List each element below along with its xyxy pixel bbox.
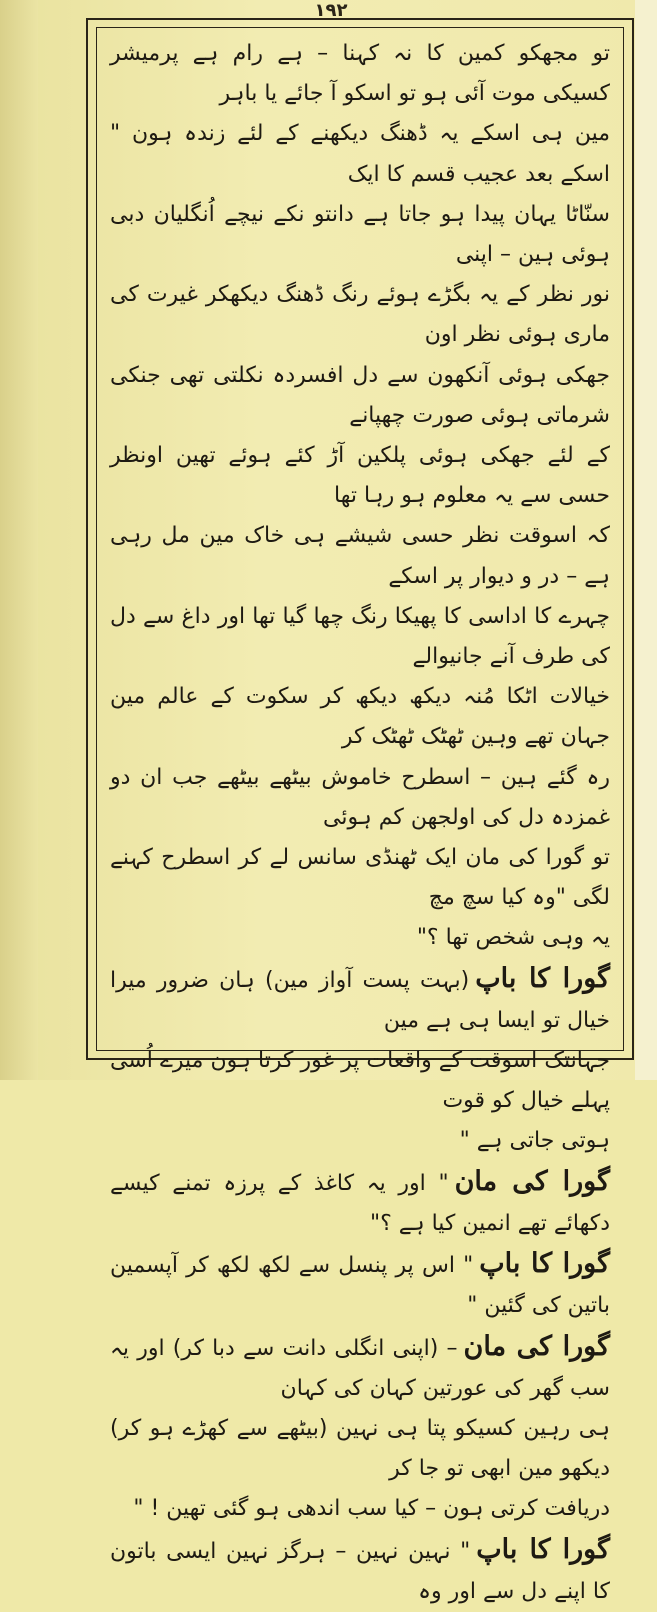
text-line: کے لئے جھکی ہوئی پلکین آڑ کئے ہوئے تھین اونظر حسی سے یہ معلوم ہو رہا تھا [110,443,610,509]
speaker-name: گورا کا باپ [475,962,610,994]
speaker-name: گورا کی مان [454,1165,610,1197]
dialogue-text: " نہین نہین – ہرگز نہین ایسی باتون کا اپنے دل سے اور وہ [110,1538,610,1604]
text-line: رہ گئے ہین – اسطرح خاموش بیٹھے بیٹھے جب ان دو غمزدہ دل کی اولجھن کم ہوئی [110,764,610,830]
text-line: سنّاٹا یہان پیدا ہو جاتا ہے دانتو نکے نیچے اُنگلیان دبی ہوئی ہین – اپنی [110,201,610,268]
dialogue-line: جہانتک اسوقت کے واقعات پر غور کرتا ہون میرے اُسی پہلے خیال کو قوت [110,1048,610,1114]
narrative-paragraph [110,34,610,959]
dialogue-line: ہی رہین کسیکو پتا ہی نہین (بیٹھے سے کھڑے ہو کر) دیکھو مین ابھی تو جا کر [110,1415,610,1482]
dialogue-line [110,1244,610,1326]
dialogue-line [110,1530,610,1612]
text-line: خیالات اٹکا مُنہ دیکھ دیکھ کر سکوت کے عالم مین جہان تھے وہین ٹھٹک ٹھٹک کر [110,684,610,750]
dialogue-text: (بہت پست آواز مین) ہان ضرور میرا خیال تو ایسا ہی ہے مین [110,967,610,1033]
text-line: نور نظر کے یہ بگڑے ہوئے رنگ ڈھنگ دیکھکر غیرت کی ماری ہوئی نظر اون [110,282,610,348]
page-number: ۱۹۲ [314,0,348,21]
text-line: چہرے کا اداسی کا پھیکا رنگ چھا گیا تھا اور داغ سے دل کی طرف آنے جانیوالے [110,603,610,670]
text-line: جھکی ہوئی آنکھون سے دل افسردہ نکلتی تھی جنکی شرماتی ہوئی صورت چھپانے [110,362,610,428]
text-line: یہ وہی شخص تھا ؟" [416,925,610,951]
body-text [110,34,610,1604]
dialogue-line [110,959,610,1041]
dialogue-text: " اور یہ کاغذ کے پرزہ تمنے کیسے دکھائے تھے انمین کیا ہے ؟" [110,1170,610,1236]
dialogue-block [110,959,610,1612]
speaker-name: گورا کا باپ [476,1533,610,1565]
dialogue-line: دریافت کرتی ہون – کیا سب اندھی ہو گئی تھین ! " [133,1496,610,1522]
dialogue-line [110,1162,610,1244]
dialogue-line [110,1327,610,1409]
text-line: تو مجھکو کمین کا نہ کہنا – ہے رام ہے پرمیشر کسیکی موت آئی ہو تو اسکو آ جائے یا باہر [110,41,610,107]
dialogue-text: – (اپنی انگلی دانت سے دبا کر) اور یہ سب گھر کی عورتین کہان کی کہان [110,1335,610,1401]
text-line: کہ اسوقت نظر حسی شیشے ہی خاک مین مل رہی ہے – در و دیوار پر اسکے [110,523,610,589]
speaker-name: گورا کی مان [463,1330,610,1362]
text-line: مین ہی اسکے یہ ڈھنگ دیکھنے کے لئے زندہ ہون " اسکے بعد عجیب قسم کا ایک [110,121,610,187]
text-line: تو گورا کی مان ایک ٹھنڈی سانس لے کر اسطرح کہنے لگی "وہ کیا سچ مچ [110,845,610,911]
binding-shadow [0,0,38,1080]
dialogue-text: " اس پر پنسل سے لکھ لکھ کر آپسمین باتین کی گئین " [110,1253,610,1319]
speaker-name: گورا کا باپ [479,1248,610,1280]
page-edge [635,0,657,1080]
dialogue-line: ہوتی جاتی ہے " [459,1128,610,1154]
